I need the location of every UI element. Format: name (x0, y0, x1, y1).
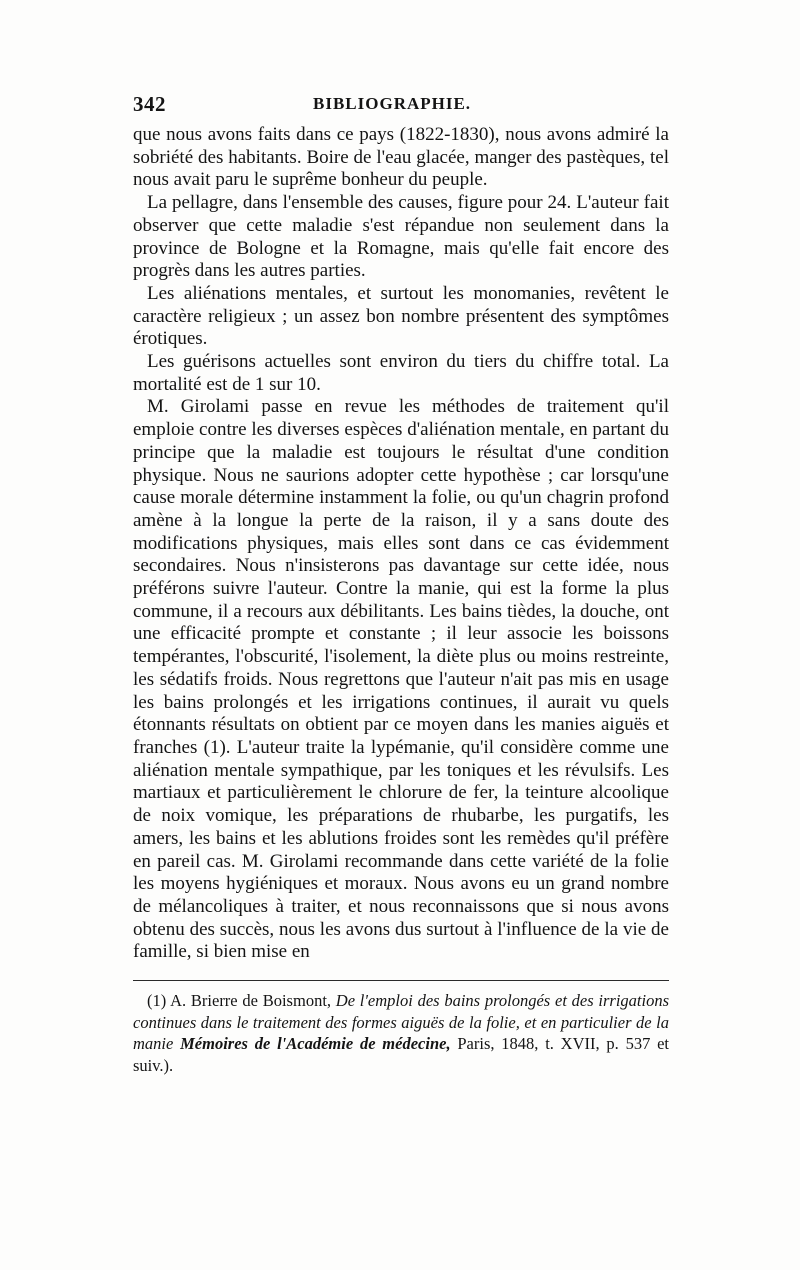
footnote-title: De l'emploi des bains prolongés et des irrigations continues dans le traitement des formes aiguës de la folie, et en particulier de la manie (133, 991, 670, 1053)
paragraph: que nous avons faits dans ce pays (1822-1830), nous avons admiré la sobriété des habitants. Boire de l'eau glacée, manger des pastèques, tel nous avait paru le suprême bonheur du peuple. (133, 124, 669, 191)
paragraph: M. Girolami passe en revue les méthodes de traitement qu'il emploie contre les diverses espèces d'aliénation mentale, en partant du principe que la maladie est toujours le résultat d'une condition physique. Nous ne saurions adopter cette hypothèse ; car lorsqu'une cause morale détermine instamment la folie, ou qu'un chagrin profond amène à la longue la perte de la raison, il y a sans doute des modifications physiques, mais elles sont dans ce cas évidemment secondaires. Nous n'insisterons pas davantage sur cette idée, nous préférons suivre l'auteur. Contre la manie, qui est la forme la plus commune, il a recours aux débilitants. Les bains tièdes, la douche, ont une efficacité prompte et constante ; il leur associe les boissons tempérantes, l'obscurité, l'isolement, la diète plus ou moins restreinte, les sédatifs froids. Nous regrettons que l'auteur n'ait pas mis en usage les bains prolongés et les irrigations continues, il aurait vu quels étonnants résultats on obtient par ce moyen dans les manies aiguës et franches (1). L'auteur traite la lypémanie, qu'il considère comme une aliénation mentale sympathique, par les toniques et les révulsifs. Les martiaux et particulièrement le chlorure de fer, la teinture alcoolique de noix vomique, les préparations de rhubarbe, les purgatifs, les amers, les bains et les ablutions froides sont les remèdes qu'il préfère en pareil cas. M. Girolami recommande dans cette variété de la folie les moyens hygiéniques et moraux. Nous avons eu un grand nombre de mélancoliques à traiter, et nous reconnaissons que si nous avons obtenu des succès, nous les avons dus surtout à l'influence de la vie de famille, si bien mise en (133, 396, 669, 963)
footnote-source: Mémoires de l'Académie de médecine, (180, 1034, 451, 1053)
body-text (133, 124, 669, 964)
paragraph: Les guérisons actuelles sont environ du tiers du chiffre total. La mortalité est de 1 sur 10. (133, 351, 669, 395)
paragraph: Les aliénations mentales, et surtout les monomanies, revêtent le caractère religieux ; un assez bon nombre présentent des symptômes érotiques. (133, 282, 669, 350)
paragraph: La pellagre, dans l'ensemble des causes, figure pour 24. L'auteur fait observer que cette maladie s'est répandue non seulement dans la province de Bologne et la Romagne, mais qu'elle fait encore des progrès dans les autres parties. (133, 192, 669, 282)
footnote-details: Paris, 1848, t. XVII, p. 537 et suiv.). (133, 1034, 670, 1075)
footnote-author: A. Brierre de Boismont, (170, 991, 332, 1010)
footnote-divider (133, 980, 669, 981)
footnote-marker: (1) (147, 991, 167, 1010)
page-header (133, 92, 668, 120)
footnote (133, 990, 669, 1076)
page-number: 342 (133, 92, 166, 116)
running-title: BIBLIOGRAPHIE. (313, 94, 472, 113)
